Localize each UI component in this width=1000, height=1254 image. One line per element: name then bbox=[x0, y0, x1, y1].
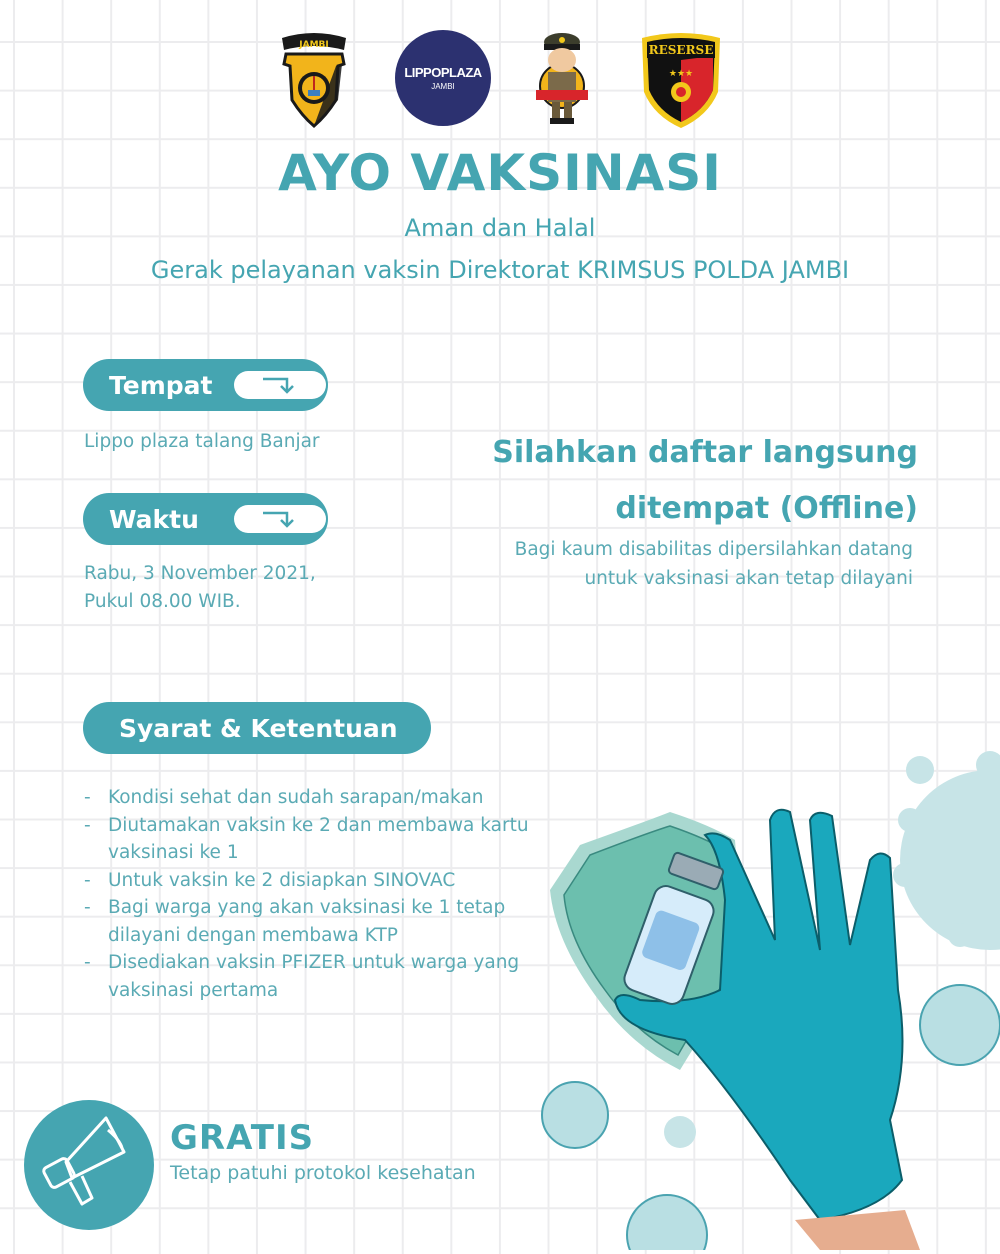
megaphone-icon bbox=[24, 1100, 154, 1230]
registration-note-line2: untuk vaksinasi akan tetap dilayani bbox=[584, 568, 913, 589]
time-arrow-button[interactable] bbox=[234, 505, 326, 533]
time-label: Waktu bbox=[109, 504, 199, 534]
registration-heading-line2: ditempat (Offline) bbox=[615, 491, 918, 526]
free-label: GRATIS bbox=[170, 1118, 315, 1158]
registration-heading-line1: Silahkan daftar langsung bbox=[492, 435, 918, 470]
terms-label: Syarat & Ketentuan bbox=[119, 713, 398, 743]
place-arrow-button[interactable] bbox=[234, 371, 326, 399]
svg-text:★★★: ★★★ bbox=[668, 69, 694, 79]
subtitle: Aman dan Halal bbox=[404, 214, 596, 242]
list-item: - Bagi warga yang akan vaksinasi ke 1 tetap dilayani dengan membawa KTP bbox=[84, 897, 506, 946]
lippo-logo-city: JAMBI bbox=[431, 82, 455, 91]
registration-note-line1: Bagi kaum disabilitas dipersilahkan datang bbox=[514, 539, 913, 560]
place-label: Tempat bbox=[109, 370, 213, 400]
police-mascot-icon bbox=[532, 28, 592, 128]
page-title: AYO VAKSINASI bbox=[278, 144, 722, 202]
tagline: Gerak pelayanan vaksin Direktorat KRIMSUS POLDA JAMBI bbox=[150, 256, 850, 284]
virus-icon bbox=[893, 751, 1000, 950]
lippo-plaza-logo bbox=[395, 30, 491, 126]
list-item: - Kondisi sehat dan sudah sarapan/makan bbox=[84, 787, 484, 808]
arrow-down-right-icon bbox=[257, 375, 303, 395]
terms-pill bbox=[83, 702, 431, 754]
registration-heading bbox=[440, 425, 918, 537]
svg-text:JAMBI: JAMBI bbox=[299, 40, 329, 50]
lippo-logo-text: LIPPOPLAZA bbox=[404, 65, 482, 80]
health-protocol-note: Tetap patuhi protokol kesehatan bbox=[170, 1162, 476, 1184]
arrow-down-right-icon bbox=[257, 509, 303, 529]
list-item: - Disediakan vaksin PFIZER untuk warga yang vaksinasi pertama bbox=[84, 952, 520, 1001]
place-value: Lippo plaza talang Banjar bbox=[84, 431, 320, 452]
jambi-police-badge bbox=[278, 30, 350, 128]
svg-text:RESERSE: RESERSE bbox=[648, 43, 714, 57]
vaccine-illustration bbox=[520, 740, 1000, 1250]
list-item: - Untuk vaksin ke 2 disiapkan SINOVAC bbox=[84, 869, 456, 891]
megaphone-badge bbox=[24, 1100, 154, 1230]
terms-list bbox=[84, 784, 564, 1004]
time-pill bbox=[83, 493, 328, 545]
virus-icon bbox=[664, 1116, 696, 1148]
reserse-badge bbox=[638, 32, 724, 130]
registration-note bbox=[440, 535, 913, 593]
time-hour: Pukul 08.00 WIB. bbox=[84, 591, 241, 612]
list-item: - Diutamakan vaksin ke 2 dan membawa kartu vaksinasi ke 1 bbox=[84, 814, 529, 863]
time-value bbox=[84, 560, 316, 616]
time-date: Rabu, 3 November 2021, bbox=[84, 563, 316, 584]
place-pill bbox=[83, 359, 328, 411]
